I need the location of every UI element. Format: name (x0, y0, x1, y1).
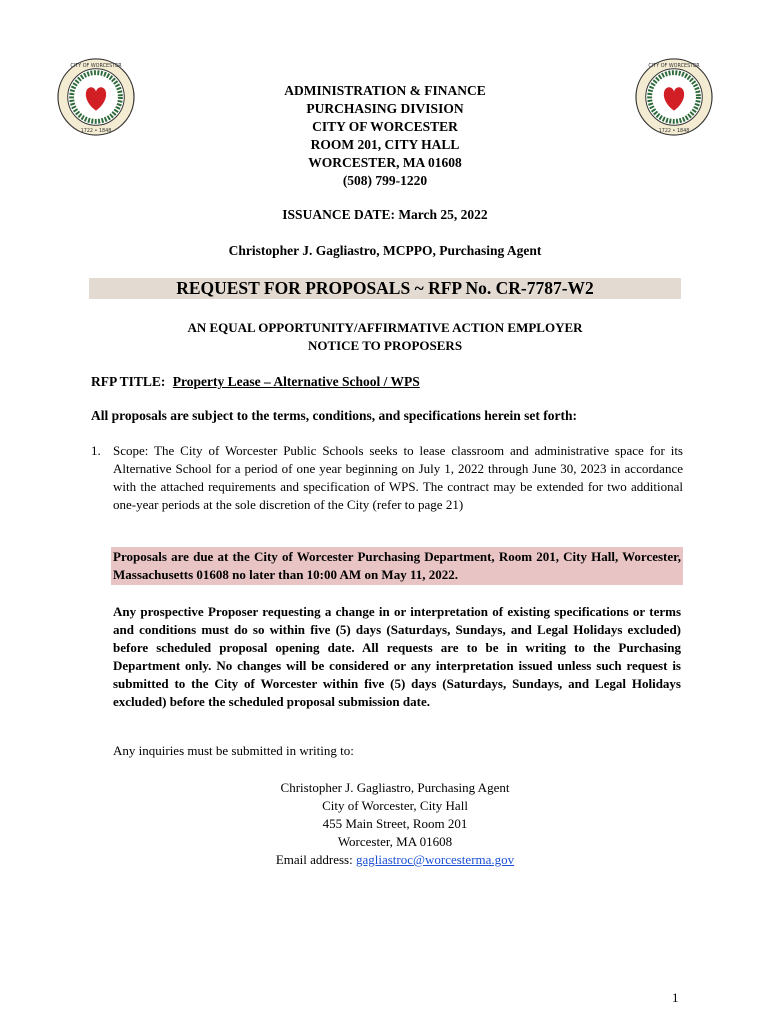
svg-text:1722 • 1848: 1722 • 1848 (80, 128, 112, 135)
rfp-title-label: RFP TITLE: (91, 374, 166, 389)
rfp-title (91, 374, 420, 390)
contact-street: 455 Main Street, Room 201 (322, 816, 468, 831)
letterhead-line: ROOM 201, CITY HALL (310, 137, 460, 152)
svg-text:CITY OF WORCESTER: CITY OF WORCESTER (648, 62, 700, 69)
letterhead-line: PURCHASING DIVISION (306, 101, 464, 116)
letterhead-line: CITY OF WORCESTER (312, 119, 458, 134)
rfp-banner: REQUEST FOR PROPOSALS ~ RFP No. CR-7787-W2 (89, 278, 681, 299)
scope-item (91, 442, 683, 514)
contact-name: Christopher J. Gagliastro, Purchasing Agent (280, 780, 510, 795)
eeo-line: AN EQUAL OPPORTUNITY/AFFIRMATIVE ACTION EMPLOYER (187, 320, 583, 335)
due-date-highlight: Proposals are due at the City of Worcester Purchasing Department, Room 201, City Hall, Worcester, Massachusetts 01608 no later than 10:00 AM on May 11, 2022. (111, 547, 683, 585)
svg-text:CITY OF WORCESTER: CITY OF WORCESTER (70, 62, 122, 69)
terms-statement: All proposals are subject to the terms, conditions, and specifications herein set forth: (91, 408, 577, 423)
contact-email-row (0, 851, 770, 869)
email-label: Email address: (275, 852, 353, 867)
interpretation-paragraph: Any prospective Proposer requesting a change in or interpretation of existing specifications or terms and conditions must do so within five (5) days (Saturdays, Sundays, and Legal Holidays excluded) before scheduled proposal opening date. All requests are to be in writing to the Purchasing Department only. No changes will be considered or any interpretation issued unless such request is submitted to the City of Worcester within five (5) days (Saturdays, Sundays, and Legal Holidays excluded) before the scheduled proposal submission date. (113, 604, 681, 709)
contact-block (0, 779, 770, 869)
eeo-notice (0, 319, 770, 355)
item-number: 1. (91, 443, 101, 458)
letterhead (0, 82, 770, 190)
purchasing-agent: Christopher J. Gagliastro, MCPPO, Purchasing Agent (228, 243, 542, 258)
scope-text: Scope: The City of Worcester Public Schools seeks to lease classroom and administrative space for its Alternative School for a period of one year beginning on July 1, 2022 through June 30, 2023 in accordance with the attached requirements and specification of WPS. The contract may be extended for two additional one-year periods at the sole discretion of the City (refer to page 21) (113, 443, 683, 512)
contact-city: Worcester, MA 01608 (337, 834, 453, 849)
letterhead-phone: (508) 799-1220 (342, 173, 428, 188)
rfp-title-value: Property Lease – Alternative School / WPS (172, 374, 420, 389)
letterhead-line: WORCESTER, MA 01608 (308, 155, 462, 170)
svg-text:1722 • 1848: 1722 • 1848 (658, 128, 690, 135)
contact-office: City of Worcester, City Hall (322, 798, 468, 813)
letterhead-line: ADMINISTRATION & FINANCE (284, 83, 486, 98)
inquiries-line: Any inquiries must be submitted in writing to: (113, 743, 354, 758)
email-link[interactable]: gagliastroc@worcesterma.gov (355, 852, 515, 867)
notice-line: NOTICE TO PROPOSERS (307, 338, 463, 353)
issuance-date: ISSUANCE DATE: March 25, 2022 (282, 207, 488, 222)
page-number: 1 (672, 990, 679, 1005)
